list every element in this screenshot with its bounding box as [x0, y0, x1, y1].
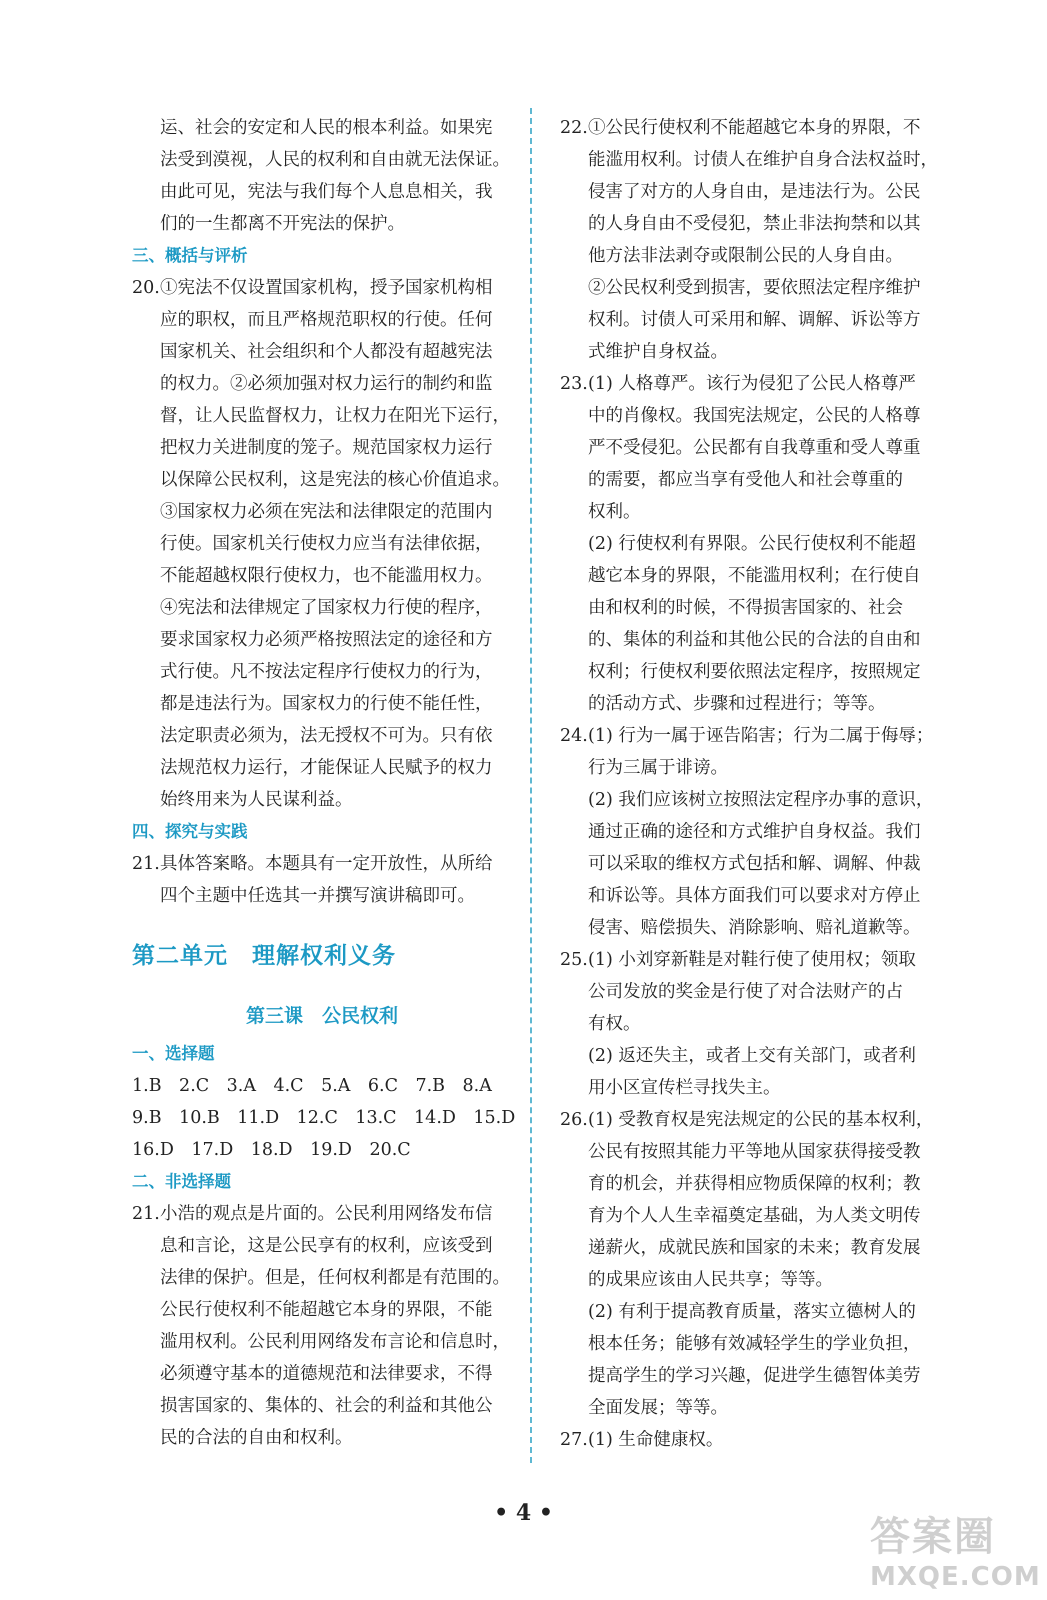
answer-line [560, 112, 940, 144]
answer-line: 权利。讨债人可采用和解、调解、诉讼等方 [588, 310, 921, 330]
answer-text: ①宪法不仅设置国家机构，授予国家机构相 [160, 278, 493, 298]
question-number: 27. [560, 1430, 588, 1450]
answer-line [560, 720, 940, 752]
answer-line: (2) 我们应该树立按照法定程序办事的意识， [588, 790, 934, 810]
section-heading: 四、探究与实践 [132, 822, 248, 841]
unit-title: 第二单元 理解权利义务 [132, 943, 396, 969]
answer-line: 通过正确的途径和方式维护自身权益。我们 [588, 822, 921, 842]
answer-line: ②公民权利受到损害，要依照法定程序维护 [588, 278, 921, 298]
answer-text: 具体答案略。本题具有一定开放性，从所给 [160, 854, 493, 874]
answer-text: (1) 小刘穿新鞋是对鞋行使了使用权；领取 [588, 950, 916, 970]
answer-line: 都是违法行为。国家权力的行使不能任性， [160, 694, 493, 714]
answer-line: 公司发放的奖金是行使了对合法财产的占 [588, 982, 903, 1002]
answer-line: 们的一生都离不开宪法的保护。 [160, 214, 405, 234]
answer-line: ③国家权力必须在宪法和法律限定的范围内 [160, 502, 493, 522]
answer-line [560, 1424, 940, 1456]
answer-line [132, 848, 512, 880]
answer-line [560, 1104, 940, 1136]
answer-line: 严不受侵犯。公民都有自我尊重和受人尊重 [588, 438, 921, 458]
page-number: • 4 • [494, 1500, 553, 1526]
answer-line [560, 944, 940, 976]
answer-line: 法律的保护。但是，任何权利都是有范围的。 [160, 1268, 510, 1288]
question-number: 25. [560, 950, 588, 970]
answer-text: 小浩的观点是片面的。公民利用网络发布信 [160, 1204, 493, 1224]
answer-line [132, 272, 512, 304]
answer-line: 公民有按照其能力平等地从国家获得接受教 [588, 1142, 921, 1162]
answer-line: 民的合法的自由和权利。 [160, 1428, 353, 1448]
answer-line: 国家机关、社会组织和个人都没有超越宪法 [160, 342, 493, 362]
answer-line: 法定职责必须为，法无授权不可为。只有依 [160, 726, 493, 746]
answer-text: (1) 受教育权是宪法规定的公民的基本权利， [588, 1110, 934, 1130]
section-heading: 三、概括与评析 [132, 246, 248, 265]
answer-line: 用小区宣传栏寻找失主。 [588, 1078, 781, 1098]
answer-line: 的需要，都应当享有受他人和社会尊重的 [588, 470, 903, 490]
left-column [132, 112, 516, 1454]
answer-line: 式维护自身权益。 [588, 342, 728, 362]
answer-line: 递薪火，成就民族和国家的未来；教育发展 [588, 1238, 921, 1258]
answer-line: 损害国家的、集体的、社会的利益和其他公 [160, 1396, 493, 1416]
answer-line: 滥用权利。公民利用网络发布言论和信息时， [160, 1332, 510, 1352]
answer-line: 他方法非法剥夺或限制公民的人身自由。 [588, 246, 903, 266]
section-heading: 二、非选择题 [132, 1172, 231, 1191]
question-number: 21. [132, 1204, 160, 1224]
question-number: 20. [132, 278, 160, 298]
answer-text: (1) 行为一属于诬告陷害；行为二属于侮辱； [588, 726, 934, 746]
answer-line: 侵害了对方的人身自由，是违法行为。公民 [588, 182, 921, 202]
answer-line: 必须遵守基本的道德规范和法律要求，不得 [160, 1364, 493, 1384]
answer-line: 中的肖像权。我国宪法规定，公民的人格尊 [588, 406, 921, 426]
section-heading: 一、选择题 [132, 1044, 215, 1063]
answer-line: 的成果应该由人民共享；等等。 [588, 1270, 833, 1290]
answer-line: (2) 行使权利有界限。公民行使权利不能超 [588, 534, 916, 554]
answer-line [132, 1198, 512, 1230]
answer-line: 要求国家权力必须严格按照法定的途径和方 [160, 630, 493, 650]
question-number: 21. [132, 854, 160, 874]
answer-line: 行为三属于诽谤。 [588, 758, 728, 778]
question-number: 24. [560, 726, 588, 746]
answer-line: 法规范权力运行，才能保证人民赋予的权力 [160, 758, 493, 778]
question-number: 23. [560, 374, 588, 394]
answer-line: 法受到漠视，人民的权利和自由就无法保证。 [160, 150, 510, 170]
answer-line: 育为个人人生幸福奠定基础，为人类文明传 [588, 1206, 921, 1226]
answer-text: ①公民行使权利不能超越它本身的界限，不 [588, 118, 921, 138]
answer-line: 全面发展；等等。 [588, 1398, 728, 1418]
answer-line [560, 368, 940, 400]
answer-line: 以保障公民权利，这是宪法的核心价值追求。 [160, 470, 510, 490]
question-number: 22. [560, 118, 588, 138]
answer-line: 可以采取的维权方式包括和解、调解、仲裁 [588, 854, 921, 874]
answer-line: ④宪法和法律规定了国家权力行使的程序， [160, 598, 493, 618]
answer-line: 的活动方式、步骤和过程进行；等等。 [588, 694, 886, 714]
answer-line: 由此可见，宪法与我们每个人息息相关，我 [160, 182, 493, 202]
answer-line: 式行使。凡不按法定程序行使权力的行为， [160, 662, 493, 682]
answer-line: 的、集体的利益和其他公民的合法的自由和 [588, 630, 921, 650]
answer-line: 有权。 [588, 1014, 641, 1034]
answer-line: 公民行使权利不能超越它本身的界限，不能 [160, 1300, 493, 1320]
answer-line: 能滥用权利。讨债人在维护自身合法权益时， [588, 150, 938, 170]
answer-line: 应的职权，而且严格规范职权的行使。任何 [160, 310, 493, 330]
answer-line: 行使。国家机关行使权力应当有法律依据， [160, 534, 493, 554]
right-column [560, 112, 940, 1456]
lesson-title: 第三课 公民权利 [245, 1005, 398, 1027]
answer-line: 把权力关进制度的笼子。规范国家权力运行 [160, 438, 493, 458]
watermark-cn: 答案圈 [870, 1514, 996, 1560]
answer-line: 始终用来为人民谋利益。 [160, 790, 353, 810]
answer-line: 和诉讼等。具体方面我们可以要求对方停止 [588, 886, 921, 906]
watermark-en: MXQE.COM [870, 1562, 1041, 1592]
answer-line: 根本任务；能够有效减轻学生的学业负担， [588, 1334, 921, 1354]
answer-line: 权利；行使权利要依照法定程序，按照规定 [588, 662, 921, 682]
answer-line: 越它本身的界限，不能滥用权利；在行使自 [588, 566, 921, 586]
watermark-logo [870, 1505, 1040, 1595]
answer-line: 运、社会的安定和人民的根本利益。如果宪 [160, 118, 493, 138]
answer-line: 提高学生的学习兴趣，促进学生德智体美劳 [588, 1366, 921, 1386]
answer-line: 不能超越权限行使权力，也不能滥用权力。 [160, 566, 493, 586]
answer-line: 四个主题中任选其一并撰写演讲稿即可。 [160, 886, 475, 906]
answer-line: 育的机会，并获得相应物质保障的权利；教 [588, 1174, 921, 1194]
answer-line: 的人身自由不受侵犯，禁止非法拘禁和以其 [588, 214, 921, 234]
question-number: 26. [560, 1110, 588, 1130]
choice-answers: 9.B 10.B 11.D 12.C 13.C 14.D 15.D [132, 1108, 516, 1128]
column-divider [530, 108, 532, 1463]
choice-answers: 1.B 2.C 3.A 4.C 5.A 6.C 7.B 8.A [132, 1076, 492, 1096]
answer-line: 由和权利的时候，不得损害国家的、社会 [588, 598, 903, 618]
answer-line: (2) 有利于提高教育质量，落实立德树人的 [588, 1302, 916, 1322]
choice-answers: 16.D 17.D 18.D 19.D 20.C [132, 1140, 411, 1160]
answer-line: 督，让人民监督权力，让权力在阳光下运行， [160, 406, 510, 426]
answer-text: (1) 人格尊严。该行为侵犯了公民人格尊严 [588, 374, 916, 394]
answer-line: 的权力。②必须加强对权力运行的制约和监 [160, 374, 493, 394]
answer-line: 侵害、赔偿损失、消除影响、赔礼道歉等。 [588, 918, 921, 938]
answer-line: 息和言论，这是公民享有的权利，应该受到 [160, 1236, 493, 1256]
answer-line: 权利。 [588, 502, 641, 522]
answer-line: (2) 返还失主，或者上交有关部门，或者利 [588, 1046, 916, 1066]
answer-text: (1) 生命健康权。 [588, 1430, 724, 1450]
